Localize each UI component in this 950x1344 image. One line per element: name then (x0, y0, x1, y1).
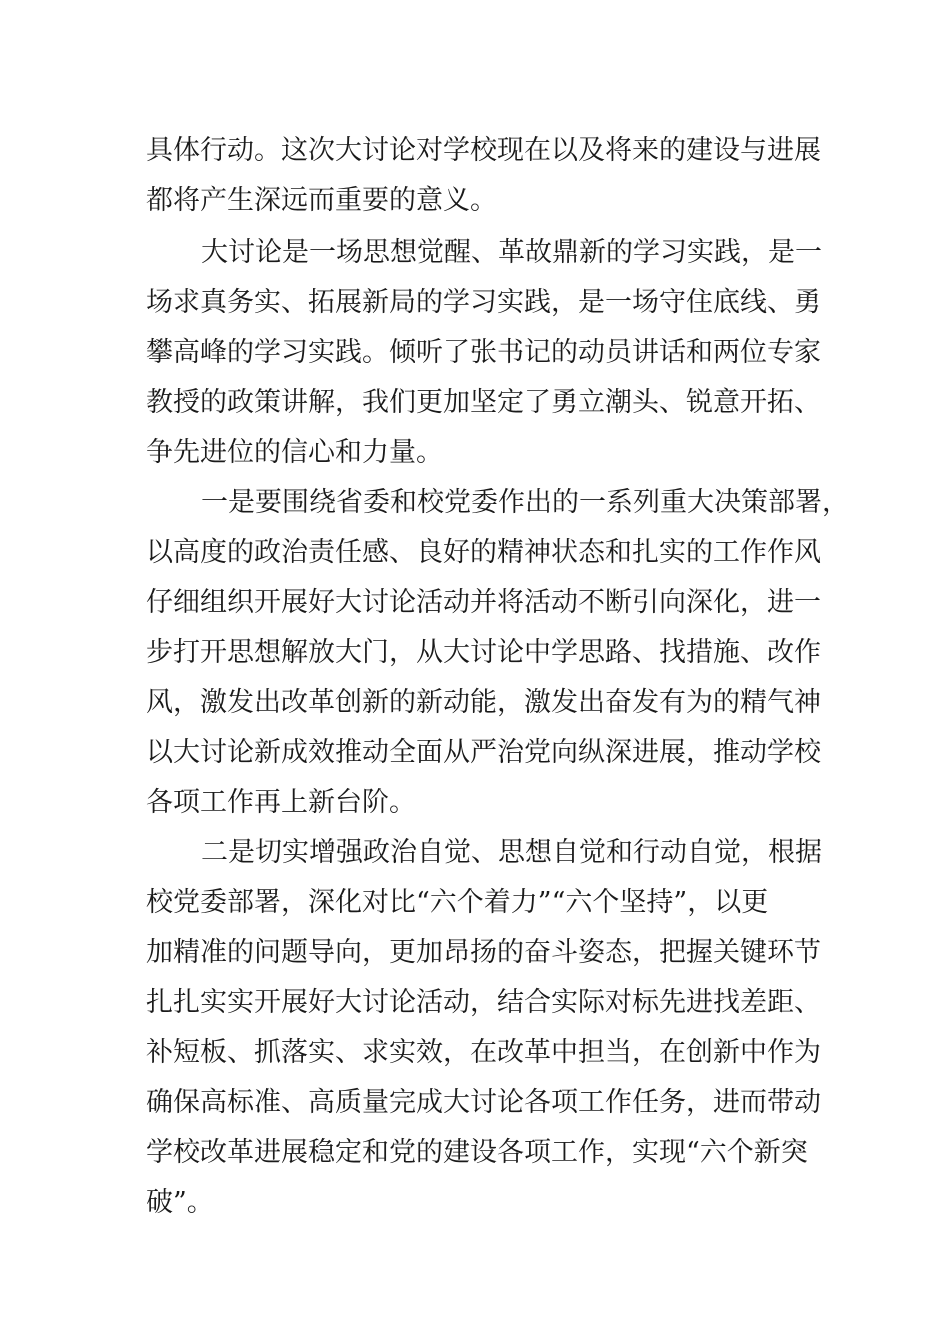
paragraph-4-line-4: 扎扎实实开展好大讨论活动，结合实际对标先进找差距、 (146, 987, 821, 1018)
paragraph-4-line-8: 破”。 (146, 1187, 214, 1218)
paragraph-4-line-3: 加精准的问题导向，更加昂扬的奋斗姿态，把握关键环节 (146, 937, 821, 968)
paragraph-3-line-7: 各项工作再上新台阶。 (146, 787, 416, 818)
paragraph-3-line-1: 一是要围绕省委和校党委作出的一系列重大决策部署， (201, 487, 849, 518)
paragraph-3-line-5: 风，激发出改革创新的新动能，激发出奋发有为的精气神 (146, 687, 821, 718)
paragraph-4-line-5: 补短板、抓落实、求实效，在改革中担当，在创新中作为 (146, 1037, 821, 1068)
paragraph-1-line-2: 都将产生深远而重要的意义。 (146, 185, 497, 216)
paragraph-4-line-1: 二是切实增强政治自觉、思想自觉和行动自觉，根据 (201, 837, 822, 868)
paragraph-3-line-2: 以高度的政治责任感、良好的精神状态和扎实的工作作风 (146, 537, 821, 568)
paragraph-4-line-2: 校党委部署，深化对比“六个着力”“六个坚持”，以更 (146, 887, 769, 918)
paragraph-3-line-6: 以大讨论新成效推动全面从严治党向纵深进展，推动学校 (146, 737, 821, 768)
paragraph-3-line-3: 仔细组织开展好大讨论活动并将活动不断引向深化，进一 (146, 587, 821, 618)
paragraph-4-line-6: 确保高标准、高质量完成大讨论各项工作任务，进而带动 (146, 1087, 821, 1118)
paragraph-1-line-1: 具体行动。这次大讨论对学校现在以及将来的建设与进展 (146, 135, 821, 166)
paragraph-2-line-5: 争先进位的信心和力量。 (146, 437, 443, 468)
paragraph-2-line-1: 大讨论是一场思想觉醒、革故鼎新的学习实践，是一 (201, 237, 822, 268)
paragraph-2-line-3: 攀高峰的学习实践。倾听了张书记的动员讲话和两位专家 (146, 337, 821, 368)
paragraph-4-line-7: 学校改革进展稳定和党的建设各项工作，实现“六个新突 (146, 1137, 808, 1168)
paragraph-2-line-2: 场求真务实、拓展新局的学习实践，是一场守住底线、勇 (146, 287, 821, 318)
paragraph-2-line-4: 教授的政策讲解，我们更加坚定了勇立潮头、锐意开拓、 (146, 387, 821, 418)
paragraph-3-line-4: 步打开思想解放大门，从大讨论中学思路、找措施、改作 (146, 637, 821, 668)
